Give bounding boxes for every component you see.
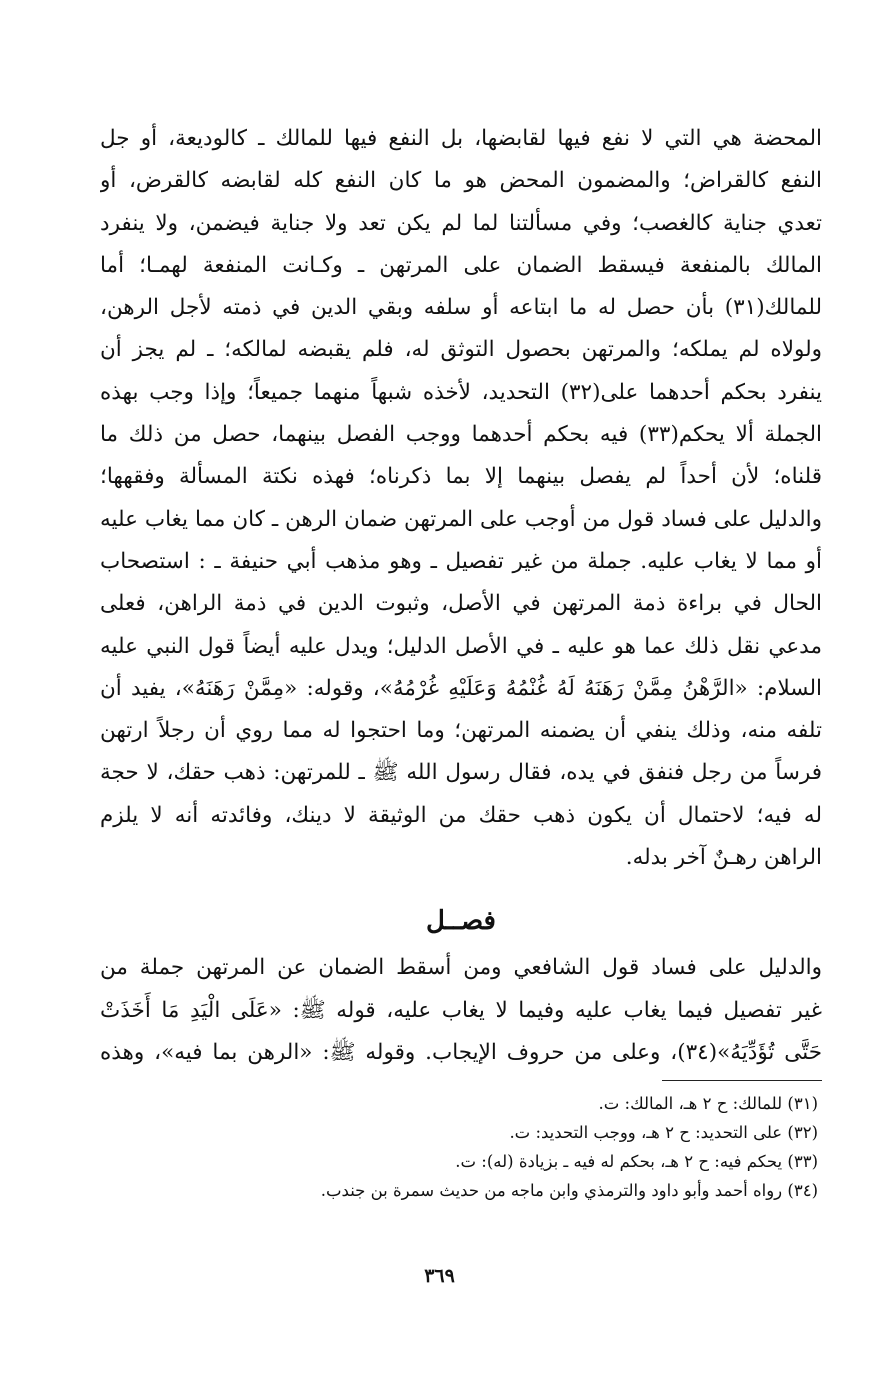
body-line: ولولاه لم يملكه؛ والمرتهن بحصول التوثق له، فلم يقبضه لمالكه؛ ـ لم يجز أن xyxy=(100,337,822,363)
body-line: الجملة ألا يحكم(٣٣) فيه بحكم أحدهما ووجب الفصل بينهما، حصل من ذلك ما xyxy=(100,422,822,448)
body-line: المالك بالمنفعة فيسقط الضمان على المرتهن ـ وكـانت المنفعة لهمـا؛ أما xyxy=(100,252,822,278)
body-line: قلناه؛ لأن أحداً لم يفصل بينهما إلا بما ذكرناه؛ فهذه نكتة المسألة وفقهها؛ xyxy=(100,464,822,490)
main-paragraph xyxy=(100,118,822,879)
body-line: مدعي نقل ذلك عما هو عليه ـ في الأصل الدليل؛ ويدل عليه أيضاً قول النبي عليه xyxy=(100,633,822,659)
footnote-separator xyxy=(662,1080,822,1081)
body-line: ينفرد بحكم أحدهما على(٣٢) التحديد، لأخذه شبهاً منهما جميعاً؛ وإذا وجب بهذه xyxy=(100,379,822,405)
section-paragraph xyxy=(100,947,822,1074)
body-line: المحضة هي التي لا نفع فيها لقابضها، بل النفع فيها للمالك ـ كالوديعة، أو جل xyxy=(100,126,822,151)
body-line: للمالك(٣١) بأن حصل له ما ابتاعه أو سلفه وبقي الدين في ذمته لأجل الرهن، xyxy=(100,295,822,321)
body-line: الراهن رهـنٌ آخر بدله. xyxy=(625,845,822,871)
section-heading: فصــل xyxy=(426,906,496,937)
body-line: له فيه؛ لاحتمال أن يكون ذهب حقك من الوثيقة لا دينك، وفائدته أنه لا يلزم xyxy=(100,802,822,828)
footnote-33: (٣٣) يحكم فيه: ح ٢ هـ، بحكم له فيه ـ بزيادة (له): ت. xyxy=(455,1152,818,1172)
body-line: الحال في براءة ذمة المرتهن في الأصل، وثبوت الدين في ذمة الراهن، فعلى xyxy=(100,591,822,617)
body-line: تعدي جناية كالغصب؛ وفي مسألتنا لما لم يكن تعد ولا جناية فيضمن، ولا ينفرد xyxy=(100,210,822,236)
document-page xyxy=(100,118,822,1205)
body-line: النفع كالقراض؛ والمضمون المحض هو ما كان النفع كله لقابضه كالقرض، أو xyxy=(100,168,822,194)
footnote-34: (٣٤) رواه أحمد وأبو داود والترمذي وابن ماجه من حديث سمرة بن جندب. xyxy=(320,1181,818,1201)
footnotes xyxy=(100,1089,822,1205)
section-line: حَتَّى تُؤَدِّيَهُ»(٣٤)، وعلى من حروف الإيجاب. وقوله ﷺ: «الرهن بما فيه»، وهذه xyxy=(100,1039,822,1065)
footnote-31: (٣١) للمالك: ح ٢ هـ، المالك: ت. xyxy=(598,1094,818,1114)
section-line: والدليل على فساد قول الشافعي ومن أسقط الضمان عن المرتهن جملة من xyxy=(100,955,822,981)
page-number: ٣٦٩ xyxy=(424,1265,455,1287)
body-line: تلفه منه، وذلك ينفي أن يضمنه المرتهن؛ وما احتجوا له مما روي أن رجلاً ارتهن xyxy=(100,718,822,744)
body-line: فرساً من رجل فنفق في يده، فقال رسول الله ﷺ ـ للمرتهن: ذهب حقك، لا حجة xyxy=(100,760,822,786)
footnote-32: (٣٢) على التحديد: ح ٢ هـ، ووجب التحديد: ت. xyxy=(509,1123,818,1143)
body-line: أو مما لا يغاب عليه. جملة من غير تفصيل ـ وهو مذهب أبي حنيفة ـ : استصحاب xyxy=(100,548,822,574)
body-line: السلام: «الرَّهْنُ مِمَّنْ رَهَنَهُ لَهُ غُنْمُهُ وَعَلَيْهِ غُرْمُهُ»، وقوله: «مِمَّنْ رَهَنَهُ»، يفيد أن xyxy=(100,675,822,701)
body-line: والدليل على فساد قول من أوجب على المرتهن ضمان الرهن ـ كان مما يغاب عليه xyxy=(100,506,822,532)
section-line: غير تفصيل فيما يغاب عليه وفيما لا يغاب عليه، قوله ﷺ: «عَلَى الْيَدِ مَا أَخَذَتْ xyxy=(100,997,822,1023)
